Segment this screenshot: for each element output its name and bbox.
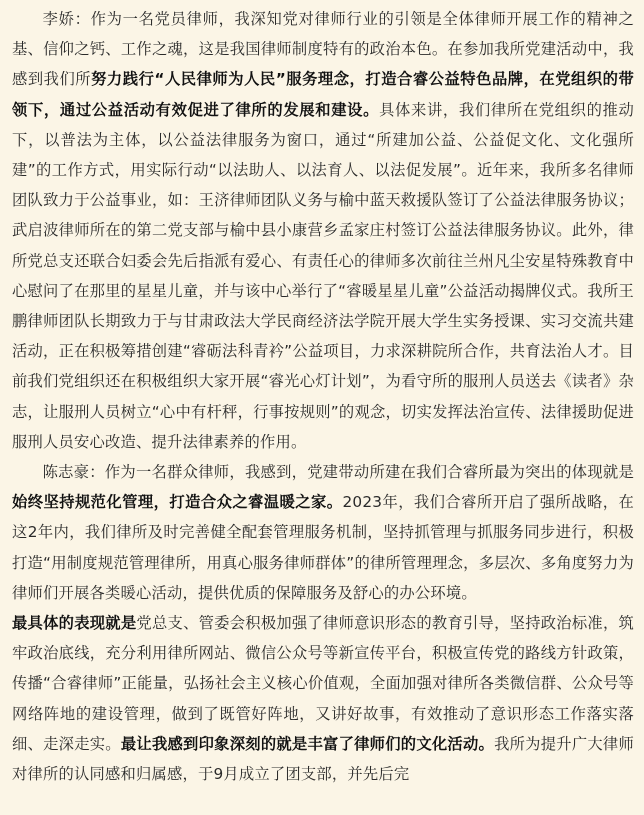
paragraph-text: 我所为提升广大律师对律所的认同感和归属感，于9月成立了团支部，并先后完 [12, 734, 634, 784]
paragraph-li-jiao [12, 4, 634, 457]
paragraph-specifics [12, 608, 634, 789]
paragraph-text: 2023年，我们合睿所开启了强所战略，在这2年内，我们律所及时完善健全配套管理服务机制，坚持抓管理与抓服务同步进行，积极打造“用制度规范管理律所，用真心服务律师群体”的律所管理理念，多层次、多角度努力为律师们开展各类暖心活动，提供优质的保障服务及舒心的办公环境。 [12, 493, 635, 602]
paragraph-text: 党总支、管委会积极加强了律师意识形态的教育引导，坚持政治标准，筑牢政治底线，充分利用律所网站、微信公众号等新宣传平台，积极宣传党的路线方针政策，传播“合睿律师”正能量，弘扬社会主义核心价值观，全面加强对律所各类微信群、公众号等网络阵地的建设管理，做到了既管好阵地，又讲好故事，有效推动了意识形态工作落实落细、走深走实。 [12, 614, 635, 753]
article-body [12, 4, 634, 789]
emphasis-text: 始终坚持规范化管理，打造合众之睿温暖之家。 [12, 493, 343, 512]
emphasis-text: 努力践行“人民律师为人民”服务理念，打造合睿公益特色品牌，在党组织的带领下，通过公益活动有效促进了律所的发展和建设。 [12, 70, 634, 119]
paragraph-text: 陈志豪：作为一名群众律师，我感到，党建带动所建在我们合睿所最为突出的体现就是 [42, 463, 634, 482]
paragraph-chen-zhihao [12, 457, 634, 608]
paragraph-text: 李娇：作为一名党员律师，我深知党对律师行业的引领是全体律师开展工作的精神之基、信仰之钙、工作之魂，这是我国律师制度特有的政治本色。在参加我所党建活动中，我感到我们所 [12, 10, 634, 89]
paragraph-text: 具体来讲，我们律所在党组织的推动下，以普法为主体，以公益法律服务为窗口，通过“所建加公益、公益促文化、文化强所建”的工作方式，用实际行动“以法助人、以法育人、以法促发展”。近年来，我所多名律师团队致力于公益事业，如：王济律师团队义务与榆中蓝天救援队签订了公益法律服务协议；武启波律师所在的第二党支部与榆中县小康营乡孟家庄村签订公益法律服务协议。此外，律所党总支还联合妇委会先后指派有爱心、有责任心的律师多次前往兰州凡尘安星特殊教育中心慰问了在那里的星星儿童，并与该中心举行了“睿暖星星儿童”公益活动揭牌仪式。我所王鹏律师团队长期致力于与甘肃政法大学民商经济法学院开展大学生实务授课、实习交流共建活动，正在积极筹措创建“睿砺法科青衿”公益项目，力求深耕院所合作，共育法治人才。目前我们党组织还在积极组织大家开展“睿光心灯计划”，为看守所的服刑人员送去《读者》杂志，让服刑人员树立“心中有杆秤，行事按规则”的观念，切实发挥法治宣传、法律援助促进服刑人员安心改造、提升法律素养的作用。 [12, 100, 634, 451]
emphasis-text: 最让我感到印象深刻的就是丰富了律师们的文化活动。 [120, 734, 495, 753]
emphasis-text: 最具体的表现就是 [12, 614, 137, 633]
